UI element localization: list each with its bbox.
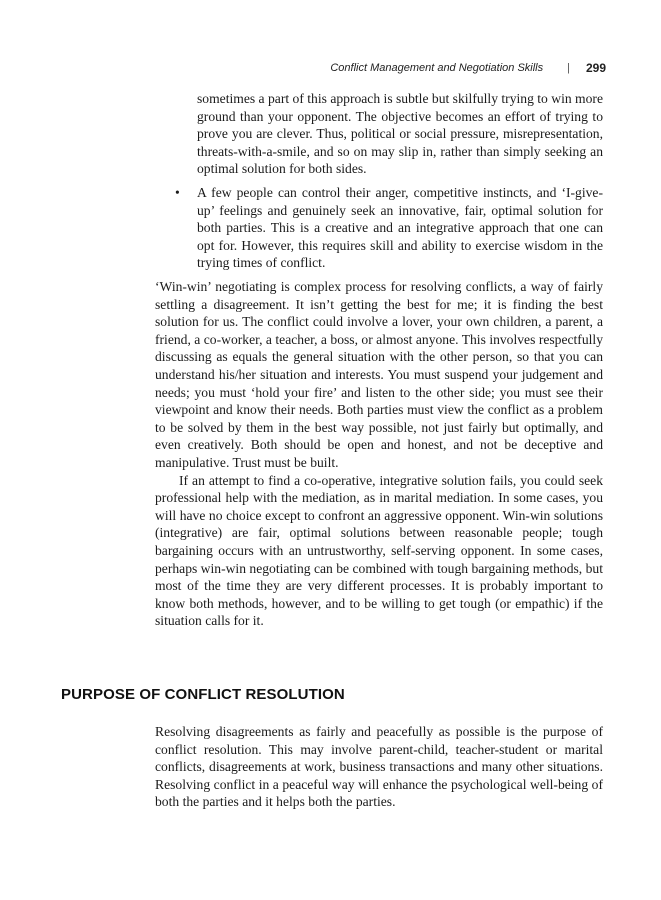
top-section — [155, 90, 603, 272]
main-section — [155, 278, 603, 630]
bullet-dot: • — [175, 184, 180, 200]
continued-bullet-text: sometimes a part of this approach is subtle but skilfully trying to win more ground than your opponent. The objective becomes an effort of trying to prove you are clever. Thus, political or social pressure, misrepresentation, threats-with-a-smile, and so on may slip in, rather than simply seeking an optimal solution for both sides. — [197, 91, 603, 177]
running-header — [0, 58, 606, 78]
bullet-text: A few people can control their anger, competitive instincts, and ‘I-give-up’ feelings and genuinely seek an innovative, fair, optimal solution for both parties. This is a creative and an integrative approach that one can opt for. However, this requires skill and ability to exercise wisdom in the trying times of conflict. — [197, 184, 603, 271]
mediation-paragraph: If an attempt to find a co-operative, integrative solution fails, you could seek professional help with the mediation, as in marital mediation. In some cases, you will have no choice except to confront an aggressive opponent. Win-win solutions (integrative) are fair, optimal solutions between reasonable people; tough bargaining occurs with an untrustworthy, self-serving opponent. In some cases, perhaps win-win negotiating can be combined with tough bargaining methods, but most of the time they are very different processes. It is probably important to know both methods, however, and to be willing to get tough (or empathic) if the situation calls for it. — [155, 472, 603, 629]
purpose-paragraph: Resolving disagreements as fairly and peacefully as possible is the purpose of conflict resolution. This may involve parent-child, teacher-student or marital conflicts, disagreements at work, business transactions and many other situations. Resolving conflict in a peaceful way will enhance the psychological well-being of both the parties and it helps both the parties. — [155, 724, 603, 810]
bullet-list-item — [175, 184, 603, 272]
running-header-title: Conflict Management and Negotiation Skills — [330, 62, 544, 74]
page-number: 299 — [585, 61, 606, 75]
header-separator: | — [567, 62, 570, 74]
win-win-paragraph: ‘Win-win’ negotiating is complex process for resolving conflicts, a way of fairly settling a disagreement. It isn’t getting the best for me; it is finding the best solution for us. The conflict could involve a lover, your own children, a parent, a friend, a co-worker, a teacher, a boss, or almost anyone. This involves respectfully discussing as equals the general situation with the other person, so that you can understand his/her situation and interests. You must suspend your judgement and needs; you must ‘hold your fire’ and listen to the other side; you must see their viewpoint and know their needs. Both parties must view the conflict as a problem to be solved by them in the best way possible, not just fairly but optimally, and even creatively. Both should be open and honest, and not be deceptive and manipulative. Trust must be built. — [155, 279, 603, 470]
purpose-section — [155, 723, 603, 811]
section-heading: PURPOSE OF CONFLICT RESOLUTION — [61, 686, 345, 703]
